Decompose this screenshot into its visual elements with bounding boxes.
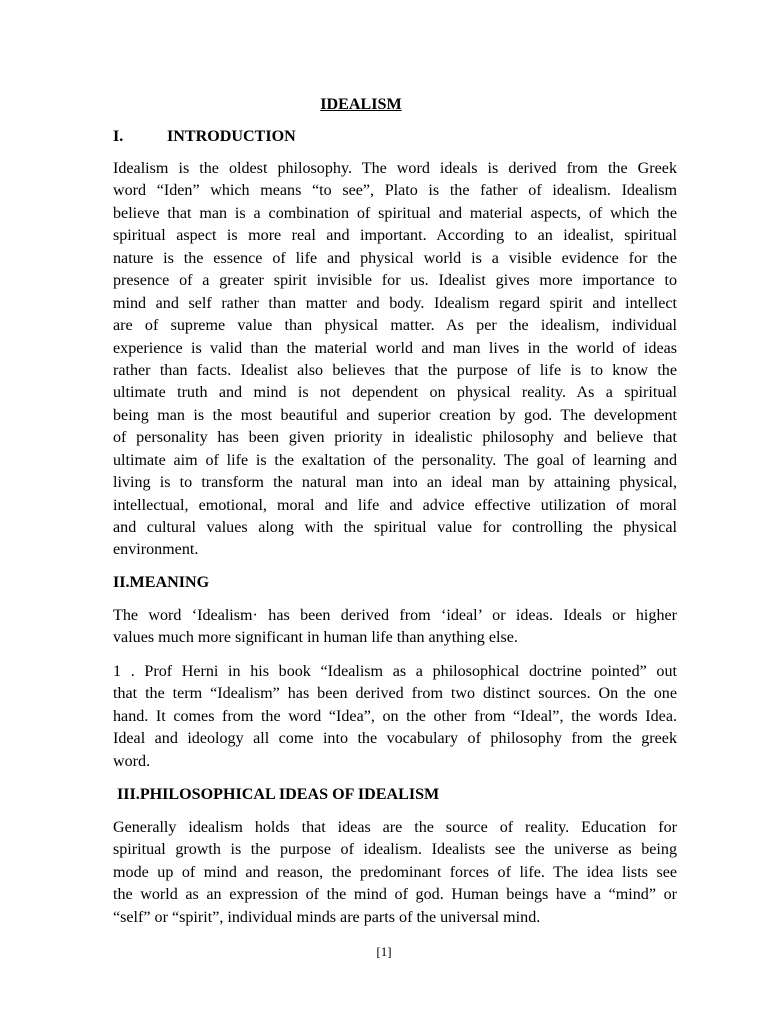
text-line: Ideal and ideology all come into the vocabulary of philosophy from the greek (113, 730, 677, 748)
text-line: are of supreme value than physical matter. As per the idealism, individual (113, 317, 677, 335)
text-line: environment. (113, 541, 199, 559)
meaning-point-1 (113, 661, 677, 773)
document-title: IDEALISM (320, 96, 402, 113)
philosophical-ideas-paragraph (113, 817, 677, 929)
text-line: Generally idealism holds that ideas are the source of reality. Education for (113, 819, 677, 836)
section-heading-introduction (113, 126, 296, 148)
text-line: Idealism is the oldest philosophy. The word ideals is derived from the Greek (113, 160, 677, 177)
meaning-paragraph (113, 605, 677, 650)
text-line: ultimate aim of life is the exaltation of the personality. The goal of learning and (113, 451, 677, 469)
text-line: spiritual growth is the purpose of idealism. Idealists see the universe as being (113, 841, 677, 859)
text-line: living is to transform the natural man into an ideal man by attaining physical, (113, 474, 677, 492)
text-line: spiritual aspect is more real and important. According to an idealist, spiritual (113, 227, 677, 245)
introduction-paragraph (113, 158, 677, 562)
text-line: values much more significant in human life than anything else. (113, 629, 518, 647)
text-line: word. (113, 752, 151, 770)
text-line: hand. It comes from the word “Idea”, on the other from “Ideal”, the words Idea. (113, 707, 677, 725)
text-line: “self” or “spirit”, individual minds are parts of the universal mind. (113, 908, 541, 926)
text-line: presence of a greater spirit invisible for us. Idealist gives more importance to (113, 272, 677, 290)
text-line: 1 . Prof Herni in his book “Idealism as a philosophical doctrine pointed” out (113, 663, 677, 680)
text-line: word “Iden” which means “to see”, Plato is the father of idealism. Idealism (113, 182, 677, 200)
text-line: mind and self rather than matter and body. Idealism regard spirit and intellect (113, 294, 677, 312)
text-line: The word ‘Idealism· has been derived from ‘ideal’ or ideas. Ideals or higher (113, 607, 677, 624)
section-number: I. (113, 128, 124, 145)
text-line: intellectual, emotional, moral and life and advice effective utilization of moral (113, 496, 677, 514)
text-line: rather than facts. Idealist also believes that the purpose of life is to know the (113, 361, 677, 379)
text-line: mode up of mind and reason, the predominant forces of life. The idea lists see (113, 863, 677, 881)
text-line: the world as an expression of the mind of god. Human beings have a “mind” or (113, 886, 677, 904)
section-label: INTRODUCTION (167, 128, 296, 145)
text-line: ultimate truth and mind is not dependent on physical reality. As a spiritual (113, 384, 677, 402)
section-heading-meaning: II.MEANING (113, 574, 210, 591)
text-line: nature is the essence of life and physical world is a visible evidence for the (113, 249, 677, 267)
text-line: of personality has been given priority in idealistic philosophy and believe that (113, 429, 677, 447)
text-line: and cultural values along with the spiritual value for controlling the physical (113, 519, 677, 536)
section-heading-philosophical-ideas: III.PHILOSOPHICAL IDEAS OF IDEALISM (117, 786, 440, 803)
text-line: believe that man is a combination of spiritual and material aspects, of which the (113, 204, 677, 222)
text-line: being man is the most beautiful and superior creation by god. The development (113, 406, 677, 424)
page-number: [1] (376, 944, 392, 959)
text-line: that the term “Idealism” has been derived from two distinct sources. On the one (113, 685, 677, 703)
text-line: experience is valid than the material world and man lives in the world of ideas (113, 339, 677, 357)
